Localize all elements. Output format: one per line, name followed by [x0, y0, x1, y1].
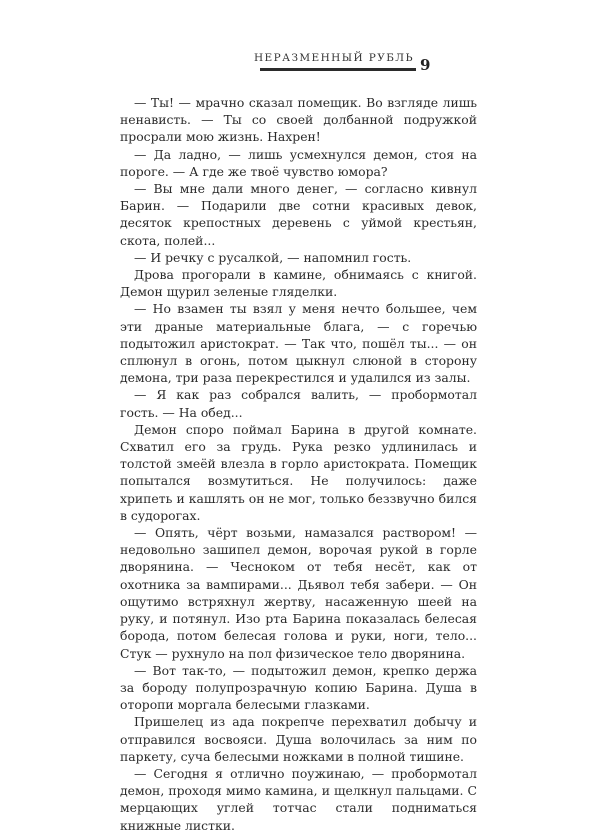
paragraph: — Опять, чёрт возьми, намазался раствором! — недовольно зашипел демон, ворочая рукой в горле дворянина. — Чесноком от тебя несёт, как от охотника за вампирами... Дьявол тебя забери. — Он ощутимо встряхнул жертву, насаженную шеей на руку, и потянул. Изо рта Барина показалась белесая борода, потом белесая голова и руки, ноги, тело... Стук — рухнуло на пол физическое тело дворянина. — [120, 525, 477, 661]
running-title: НЕРАЗМЕННЫЙ РУБЛЬ — [254, 52, 414, 64]
header-rule — [260, 68, 416, 71]
paragraph: — Да ладно, — лишь усмехнулся демон, стоя на пороге. — А где же твоё чувство юмора? — [120, 146, 477, 179]
paragraph: Дрова прогорали в камине, обнимаясь с книгой. Демон щурил зеленые гляделки. — [120, 267, 477, 300]
paragraph: — Сегодня я отлично поужинаю, — пробормотал демон, проходя мимо камина, и щелкнул пальцами. С мерцающих углей тотчас стали подниматься книжные листки. — [120, 765, 477, 833]
body-text — [120, 94, 477, 834]
paragraph: — Но взамен ты взял у меня нечто большее, чем эти драные материальные блага, — с горечью подытожил аристократ. — Так что, пошёл ты... — он сплюнул в огонь, потом цыкнул слюной в сторону демона, три раза перекрестился и удалился из залы. — [120, 301, 477, 386]
page-number: 9 — [420, 56, 431, 74]
paragraph: — Ты! — мрачно сказал помещик. Во взгляде лишь ненависть. — Ты со своей долбанной подружкой просрали мою жизнь. Нахрен! — [120, 95, 477, 145]
paragraph: Пришелец из ада покрепче перехватил добычу и отправился восвояси. Душа волочилась за ним по паркету, суча белесыми ножками в полной тишине. — [120, 714, 477, 764]
paragraph: — Я как раз собрался валить, — пробормотал гость. — На обед... — [120, 387, 477, 420]
paragraph: — Вот так-то, — подытожил демон, крепко держа за бороду полупрозрачную копию Барина. Душа в оторопи моргала белесыми глазками. — [120, 662, 477, 713]
paragraph: — И речку с русалкой, — напомнил гость. — [134, 249, 412, 265]
paragraph: Демон споро поймал Барина в другой комнате. Схватил его за грудь. Рука резко удлинилась и толстой змеёй влезла в горло аристократа. Помещик попытался возмутиться. Не получилось: даже хрипеть и кашлять он не мог, только беззвучно бился в судорогах. — [120, 421, 477, 523]
running-head — [244, 52, 464, 78]
paragraph: — Вы мне дали много денег, — согласно кивнул Барин. — Подарили две сотни красивых девок, десяток крепостных деревень с уймой крестьян, скота, полей... — [120, 181, 477, 248]
